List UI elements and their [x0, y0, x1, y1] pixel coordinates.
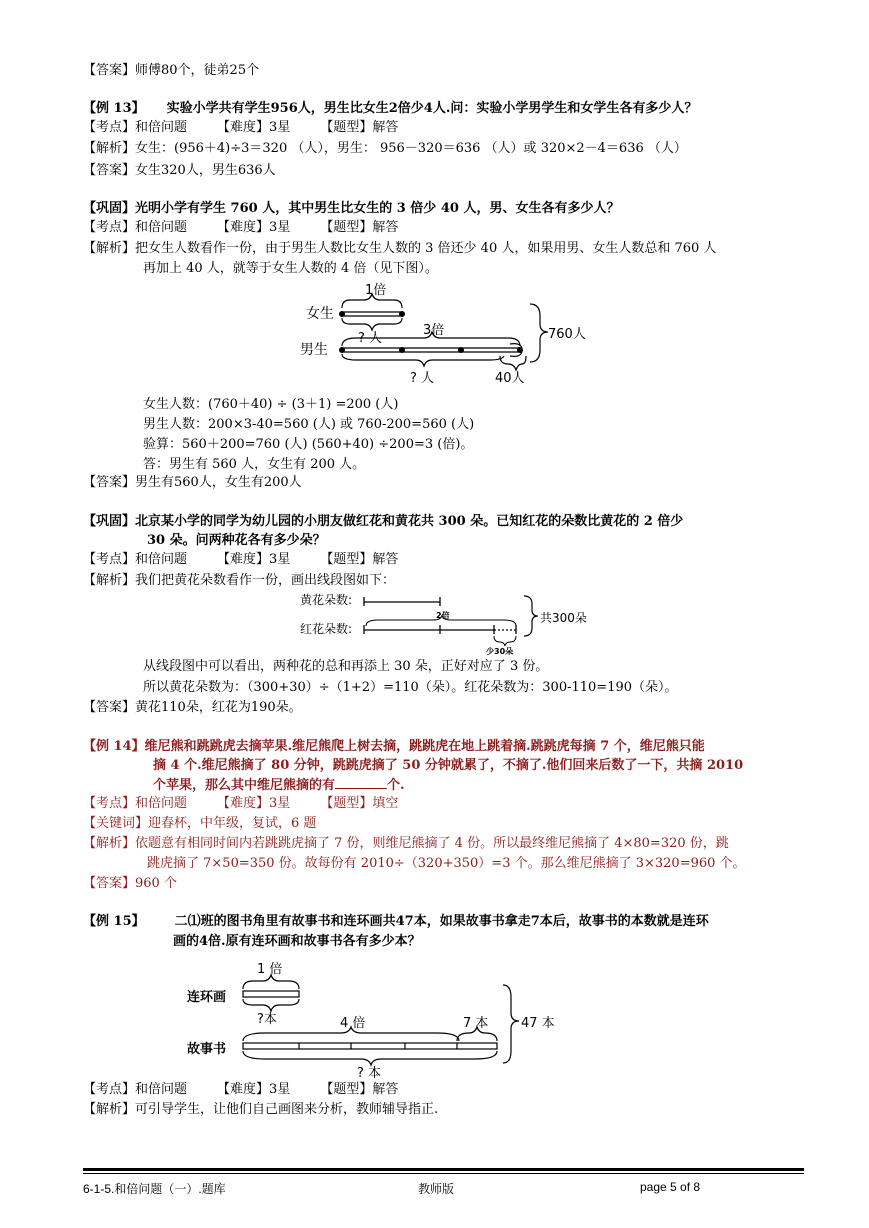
story-question-label: ? 本 — [357, 1066, 382, 1081]
example-13-analysis: 【解析】女生：(956＋4)÷3＝320 （人），男生： 956－320＝636 （人）或 320×2－4＝636 （人） — [83, 141, 687, 156]
red-label: 红花朵数: — [300, 622, 353, 636]
consolidation-1-answer: 【答案】男生有560人，女生有200人 — [83, 475, 302, 490]
example-13-answer: 【答案】女生320人，男生636人 — [83, 163, 276, 178]
example-14-analysis: 【解析】依题意有相同时间内若跳跳虎摘了 7 份，则维尼熊摘了 4 份。所以最终维尼熊摘了 4×80=320 份，跳 — [83, 836, 729, 851]
example-15-analysis: 【解析】可引导学生，让他们自己画图来分析，教师辅导指正. — [83, 1102, 439, 1117]
footer-rule-thin — [83, 1173, 804, 1174]
seven-label: 7 本 — [463, 1016, 489, 1031]
consolidation-1-analysis: 【解析】把女生人数看作一份，由于男生人数比女生人数的 3 倍还少 40 人，如果用男、女生人数总和 760 人 — [83, 241, 717, 256]
consolidation-2-analysis: 【解析】我们把黄花朵数看作一份，画出线段图如下： — [83, 573, 396, 588]
question-label-female: ? 人 — [358, 331, 383, 346]
example-14-question-end: 个苹果，那么其中维尼熊摘的有 个. — [153, 778, 405, 793]
example-14-meta: 【考点】和倍问题 【难度】3星 【题型】填空 — [83, 796, 399, 811]
answer-blank — [335, 776, 387, 789]
female-label: 女生 — [306, 306, 334, 322]
consolidation-1-question: 【巩固】光明小学有学生 760 人，其中男生比女生的 3 倍少 40 人，男、女生各有多少人？ — [83, 201, 620, 216]
flower-total-label: 共300朵 — [540, 611, 587, 625]
example-13-meta: 【考点】和倍问题 【难度】3星 【题型】解答 — [83, 120, 399, 135]
example-15-question-cont: 画的4倍.原有连环画和故事书各有多少本？ — [173, 934, 421, 949]
less-30-label: 少30朵 — [486, 647, 514, 656]
consolidation-2-meta: 【考点】和倍问题 【难度】3星 【题型】解答 — [83, 552, 399, 567]
student-segment-diagram — [290, 278, 600, 390]
yellow-label: 黄花朵数: — [300, 593, 353, 607]
example-14-question: 【例 14】维尼熊和跳跳虎去摘苹果.维尼熊爬上树去摘，跳跳虎在地上跳着摘.跳跳虎每摘 7 个，维尼熊只能 — [83, 739, 705, 754]
question-label-male: ? 人 — [410, 371, 435, 386]
footer-center: 教师版 — [418, 1182, 455, 1196]
calc-verify: 验算：560＋200=760 (人) (560+40) ÷200=3 (倍)。 — [143, 437, 474, 452]
example-14-answer: 【答案】960 个 — [83, 876, 177, 891]
footer-left: 6-1-5.和倍问题（一）.题库 — [83, 1182, 226, 1196]
forty-label: 40人 — [495, 371, 525, 386]
footer-rule-thick — [83, 1168, 804, 1171]
example-14-question-cont: 摘 4 个.维尼熊摘了 80 分钟，跳跳虎摘了 50 分钟就累了，不摘了.他们回来后数了一下，共摘 2010 — [153, 758, 744, 773]
example-14-keywords: 【关键词】迎春杯，中年级，复试，6 题 — [83, 816, 317, 831]
book-total-label: 47 本 — [521, 1016, 555, 1031]
four-times-label: 4 倍 — [340, 1016, 366, 1031]
calc-male: 男生人数：200×3-40=560 (人) 或 760-200=560 (人) — [143, 417, 475, 432]
footer-page-number: page 5 of 8 — [640, 1180, 701, 1194]
two-times-label: 2倍 — [436, 611, 450, 620]
total-label: 760人 — [548, 327, 586, 342]
calc-answer: 答：男生有 560 人，女生有 200 人。 — [143, 457, 366, 472]
one-times-label: 1倍 — [365, 283, 387, 298]
story-label: 故事书 — [187, 1042, 227, 1057]
consolidation-2-question-cont: 30 朵。问两种花各有多少朵？ — [147, 533, 326, 548]
example-13-question: 【例 13】 实验小学共有学生956人，男生比女生2倍少4人.问：实验小学男学生和女学生各有多少人？ — [83, 101, 698, 116]
three-times-label: 3倍 — [423, 323, 445, 338]
example-15-meta: 【考点】和倍问题 【难度】3星 【题型】解答 — [83, 1082, 399, 1097]
flower-explain-2: 所以黄花朵数为：（300+30）÷（1+2）=110（朵）。红花朵数为：300-110=190（朵）。 — [143, 680, 678, 695]
consolidation-2-answer: 【答案】黄花110朵，红花为190朵。 — [83, 700, 302, 715]
male-label: 男生 — [300, 342, 328, 358]
comic-question-label: ?本 — [257, 1012, 277, 1027]
example-15-question: 【例 15】 二⑴班的图书角里有故事书和连环画共47本，如果故事书拿走7本后，故事书的本数就是连环 — [83, 914, 709, 929]
book-one-times-label: 1 倍 — [257, 962, 283, 977]
consolidation-1-meta: 【考点】和倍问题 【难度】3星 【题型】解答 — [83, 220, 399, 235]
consolidation-1-analysis-cont: 再加上 40 人，就等于女生人数的 4 倍（见下图）。 — [143, 261, 438, 276]
comic-label: 连环画 — [187, 990, 227, 1005]
book-segment-diagram — [185, 955, 585, 1081]
example-14-analysis-cont: 跳虎摘了 7×50=350 份。故每份有 2010÷（320+350）=3 个。那么维尼熊摘了 3×320=960 个。 — [147, 856, 746, 871]
consolidation-2-question: 【巩固】北京某小学的同学为幼儿园的小朋友做红花和黄花共 300 朵。已知红花的朵数比黄花的 2 倍少 — [83, 514, 684, 529]
answer-line: 【答案】师傅80个，徒弟25个 — [83, 63, 260, 78]
calc-female: 女生人数：(760＋40) ÷ (3＋1) =200 (人) — [143, 397, 399, 412]
flower-explain-1: 从线段图中可以看出，两种花的总和再添上 30 朵，正好对应了 3 份。 — [143, 659, 549, 674]
flower-segment-diagram — [298, 590, 598, 658]
